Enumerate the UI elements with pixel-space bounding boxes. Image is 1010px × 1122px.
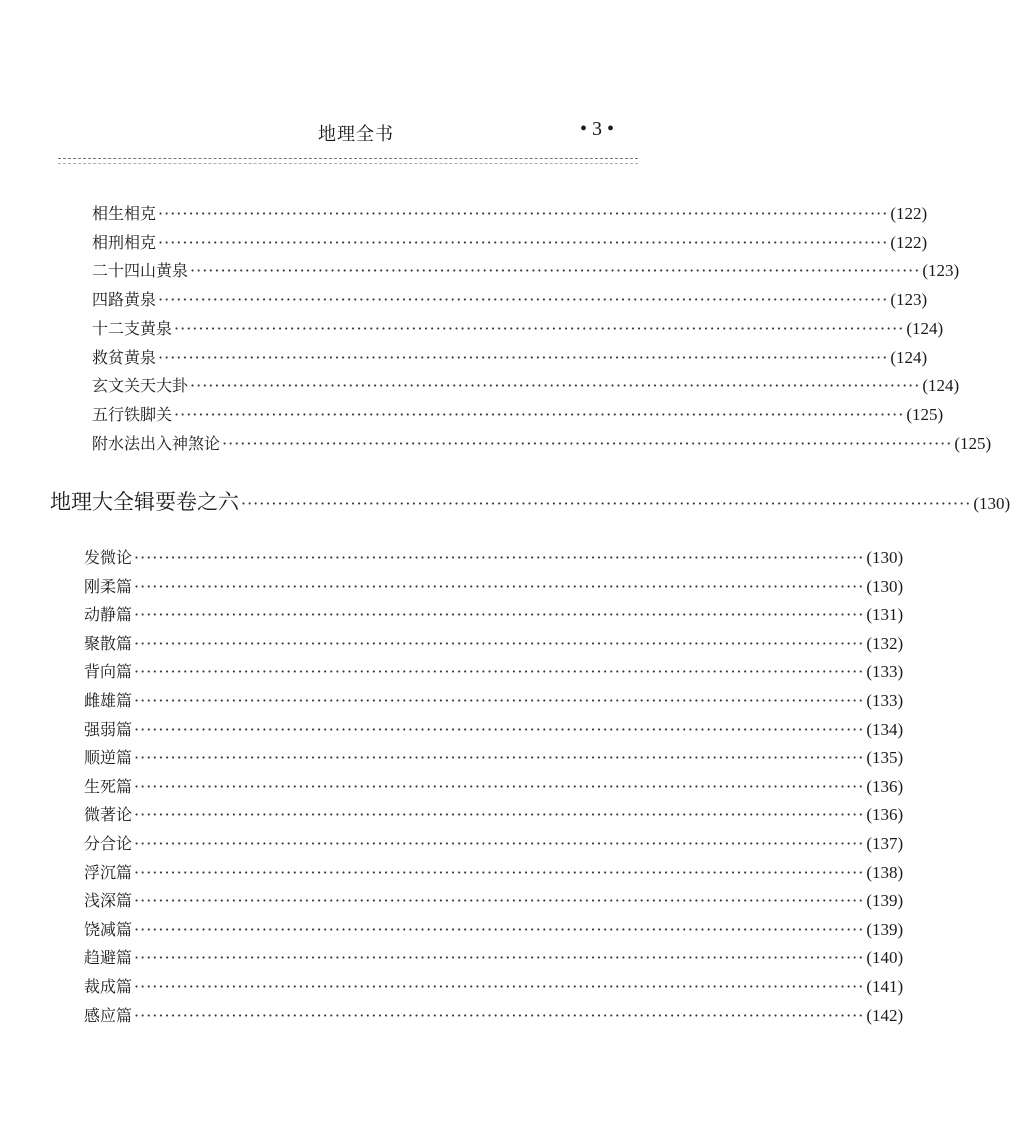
- toc-entry: [92, 318, 944, 339]
- toc-entry-label: 相刑相克: [92, 232, 157, 252]
- toc-entry-page: (122): [890, 232, 928, 252]
- toc-entry-label: 救贫黄泉: [92, 347, 157, 367]
- toc-entry: [84, 691, 904, 711]
- toc-entry-page: (134): [866, 719, 904, 739]
- toc-entry-label: 十二支黄泉: [92, 318, 173, 338]
- toc-leader-dots: ························································································································: [222, 433, 953, 453]
- toc-leader-dots: ························································································································: [190, 261, 921, 281]
- toc-leader-dots: ························································································································: [134, 862, 865, 882]
- toc-entry: [84, 948, 904, 968]
- toc-entry-label: 微著论: [84, 805, 133, 825]
- toc-entry-page: (136): [866, 776, 904, 796]
- toc-entry: [84, 776, 904, 797]
- toc-entry-page: (138): [866, 862, 904, 882]
- toc-entry-page: (125): [954, 433, 992, 453]
- toc-entry: [84, 862, 904, 883]
- toc-leader-dots: ························································································································: [158, 232, 889, 252]
- toc-leader-dots: ························································································································: [134, 748, 865, 768]
- toc-entry-page: (131): [866, 605, 904, 625]
- toc-entry: [84, 834, 904, 854]
- toc-entry-page: (123): [922, 261, 960, 281]
- toc-entry: [84, 977, 904, 997]
- toc-leader-dots: ························································································································: [134, 805, 865, 825]
- toc-entry-page: (137): [866, 834, 904, 853]
- toc-entry: [84, 1005, 904, 1026]
- toc-leader-dots: ························································································································: [134, 691, 865, 710]
- toc-entry: [84, 919, 904, 940]
- toc-entry: [84, 548, 904, 568]
- toc-leader-dots: ························································································································: [174, 404, 905, 424]
- toc-entry: [92, 204, 928, 224]
- toc-entry-page: (141): [866, 977, 904, 996]
- toc-entry-page: (123): [890, 290, 928, 310]
- toc-entry-page: (140): [866, 948, 904, 968]
- toc-entry: [92, 232, 928, 253]
- toc-entry-page: (142): [866, 1005, 904, 1025]
- toc-entry-page: (132): [866, 633, 904, 653]
- toc-entry-label: 五行铁脚关: [92, 404, 173, 424]
- toc-entry: [92, 376, 960, 396]
- toc-leader-dots: ························································································································: [134, 834, 865, 853]
- toc-entry: [84, 719, 904, 740]
- toc-entry-label: 浮沉篇: [84, 862, 133, 882]
- toc-entry-label: 发微论: [84, 548, 133, 567]
- toc-entry-label: 强弱篇: [84, 719, 133, 739]
- toc-entry-page: (130): [866, 548, 904, 567]
- toc-section-heading: [50, 490, 1010, 514]
- toc-entry-label: 四路黄泉: [92, 290, 157, 310]
- toc-entry: [92, 433, 992, 454]
- toc-entry-label: 背向篇: [84, 662, 133, 682]
- toc-leader-dots: ························································································································: [134, 891, 865, 911]
- toc-leader-dots: ························································································································: [134, 719, 865, 739]
- toc-entry-page: (135): [866, 748, 904, 768]
- toc-entry-label: 顺逆篇: [84, 748, 133, 768]
- toc-entry: [84, 633, 904, 654]
- toc-entry-page: (130): [866, 576, 904, 596]
- toc-leader-dots: ························································································································: [134, 605, 865, 625]
- toc-entry: [84, 805, 904, 825]
- toc-entry-label: 雌雄篇: [84, 691, 133, 710]
- toc-entry: [92, 261, 960, 281]
- toc-entry-label: 浅深篇: [84, 891, 133, 911]
- toc-entry-label: 动静篇: [84, 605, 133, 625]
- toc-entry: [92, 347, 928, 368]
- toc-leader-dots: ························································································································: [134, 1005, 865, 1025]
- toc-leader-dots: ························································································································: [158, 290, 889, 310]
- toc-leader-dots: ························································································································: [134, 948, 865, 968]
- toc-entry-page: (133): [866, 691, 904, 710]
- toc-entry: [84, 891, 904, 911]
- toc-entry: [84, 576, 904, 597]
- toc-leader-dots: ························································································································: [134, 919, 865, 939]
- toc-entry: [84, 748, 904, 768]
- header-page-number: • 3 •: [580, 118, 615, 140]
- toc-entry-page: (125): [906, 404, 944, 424]
- toc-entry: [92, 290, 928, 310]
- toc-entry-page: (133): [866, 662, 904, 682]
- toc-leader-dots: ························································································································: [134, 633, 865, 653]
- toc-entry: [92, 404, 944, 425]
- toc-entry-label: 二十四山黄泉: [92, 261, 189, 281]
- toc-entry-label: 生死篇: [84, 776, 133, 796]
- toc-leader-dots: ························································································································: [134, 977, 865, 996]
- toc-leader-dots: ························································································································: [134, 776, 865, 796]
- toc-entry-label: 分合论: [84, 834, 133, 853]
- toc-entry: [84, 662, 904, 682]
- toc-leader-dots: ························································································································: [134, 662, 865, 682]
- toc-entry-page: (130): [973, 494, 1010, 513]
- toc-entry-page: (122): [890, 204, 928, 223]
- toc-entry-label: 地理大全辑要卷之六: [50, 490, 239, 514]
- toc-leader-dots: ························································································································: [134, 548, 865, 567]
- toc-leader-dots: ························································································································: [174, 318, 905, 338]
- toc-entry-label: 趋避篇: [84, 948, 133, 968]
- toc-leader-dots: ························································································································: [158, 204, 889, 223]
- toc-entry-page: (124): [922, 376, 960, 396]
- toc-entry-page: (124): [890, 347, 928, 367]
- toc-leader-dots: ························································································································: [190, 376, 921, 396]
- header-title: 地理全书: [318, 124, 394, 145]
- toc-entry-label: 附水法出入神煞论: [92, 433, 221, 453]
- toc-entry: [84, 605, 904, 625]
- toc-entry-label: 感应篇: [84, 1005, 133, 1025]
- toc-entry-label: 聚散篇: [84, 633, 133, 653]
- toc-entry-page: (136): [866, 805, 904, 825]
- toc-entry-page: (124): [906, 318, 944, 338]
- toc-entry-page: (139): [866, 919, 904, 939]
- toc-leader-dots: ························································································································: [241, 494, 972, 513]
- toc-entry-label: 相生相克: [92, 204, 157, 223]
- toc-leader-dots: ························································································································: [158, 347, 889, 367]
- toc-entry-label: 裁成篇: [84, 977, 133, 996]
- toc-entry-label: 玄文关天大卦: [92, 376, 189, 396]
- toc-entry-page: (139): [866, 891, 904, 911]
- toc-entry-label: 饶减篇: [84, 919, 133, 939]
- toc-entry-label: 刚柔篇: [84, 576, 133, 596]
- toc-leader-dots: ························································································································: [134, 576, 865, 596]
